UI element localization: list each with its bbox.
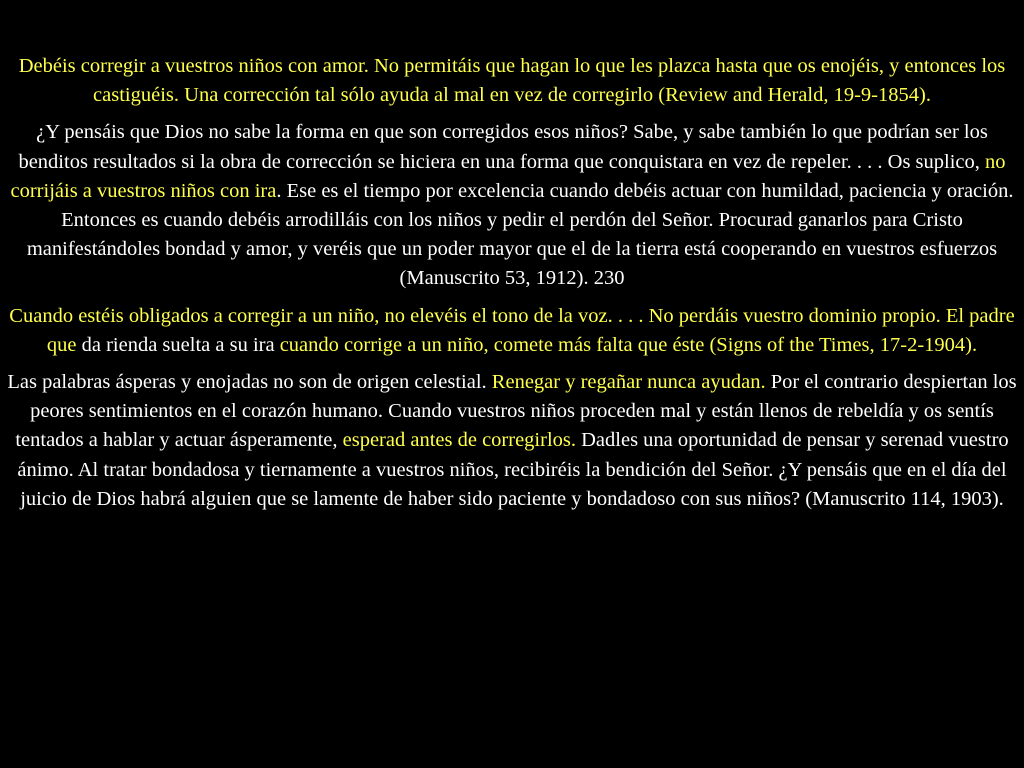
paragraph-4-segment-2: Renegar y regañar nunca ayudan. xyxy=(491,371,766,394)
paragraph-3-segment-1: Cuando estéis obligados a corregir a un niño, no elevéis el tono de la voz. . . . No perdáis vuestro dominio propio. El padre que xyxy=(9,304,1015,356)
paragraph-2 xyxy=(6,118,1018,293)
paragraph-4-segment-1: Las palabras ásperas y enojadas no son de origen celestial. xyxy=(7,371,492,394)
paragraph-1 xyxy=(6,52,1018,110)
paragraph-2-segment-3: . Ese es el tiempo por excelencia cuando debéis actuar con humildad, paciencia y oración. Entonces es cuando debéis arrodilláis con los niños y pedir el perdón del Señor. Procurad ganarlos para Cristo manifestándoles bondad y amor, y veréis que un poder mayor que el de la tierra está cooperando en vuestros esfuerzos (Manuscrito 53, 1912). 230 xyxy=(26,179,1014,290)
paragraph-3-segment-3: cuando corrige a un niño, comete más falta que éste (Signs of the Times, 17-2-1904). xyxy=(279,333,978,356)
paragraph-4 xyxy=(6,368,1018,514)
paragraph-4-segment-3: Por el contrario despiertan los peores sentimientos en el corazón humano. Cuando vuestros niños proceden mal y están llenos de rebeldía y os sentís tentados a hablar y actuar ásperamente, xyxy=(15,371,1017,452)
paragraph-4-segment-5: Dadles una oportunidad de pensar y serenad vuestro ánimo. Al tratar bondadosa y tiernamente a vuestros niños, recibiréis la bendición del Señor. ¿Y pensáis que en el día del juicio de Dios habrá alguien que se lamente de haber sido paciente y bondadoso con sus niños? (Manuscrito 114, 1903). xyxy=(17,429,1009,510)
paragraph-4-segment-4: esperad antes de corregirlos. xyxy=(342,429,576,452)
paragraph-2-segment-1: ¿Y pensáis que Dios no sabe la forma en que son corregidos esos niños? Sabe, y sabe también lo que podrían ser los benditos resultados si la obra de corrección se hiciera en una forma que conquistara en vez de repeler. . . . Os suplico, xyxy=(18,121,988,173)
paragraph-2-segment-2: no corrijáis a vuestros niños con ira xyxy=(10,150,1006,202)
paragraph-1-segment-1: Debéis corregir a vuestros niños con amor. No permitáis que hagan lo que les plazca hasta que os enojéis, y entonces los castiguéis. Una corrección tal sólo ayuda al mal en vez de corregirlo (Review and Herald, 19-9-1854). xyxy=(18,55,1006,107)
paragraph-3 xyxy=(6,302,1018,360)
paragraph-3-segment-2: da rienda suelta a su ira xyxy=(81,333,280,356)
